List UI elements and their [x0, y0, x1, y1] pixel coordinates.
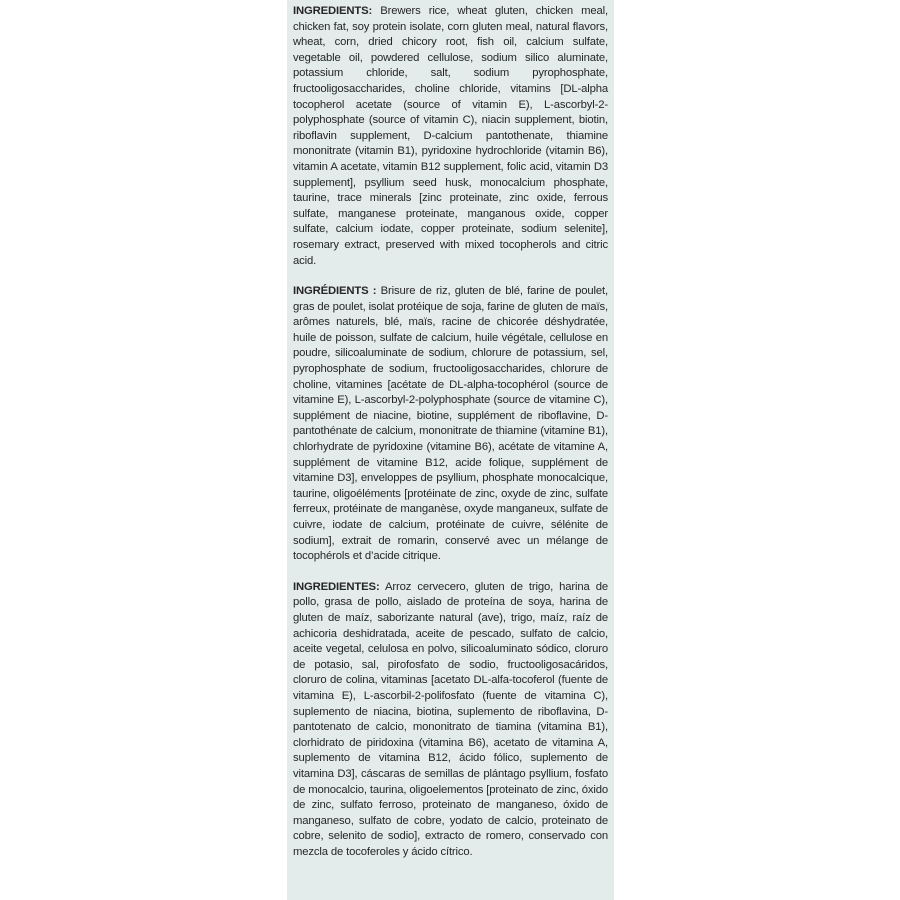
- ingredients-spanish: [293, 580, 608, 861]
- ingredients-english: [293, 4, 608, 269]
- ingredients-english-heading: INGREDIENTS:: [293, 5, 373, 17]
- ingredients-panel: [287, 0, 614, 900]
- ingredients-french: [293, 284, 608, 565]
- ingredients-french-heading: INGRÉDIENTS :: [293, 285, 377, 298]
- ingredients-french-text: Brisure de riz, gluten de blé, farine de poulet, gras de poulet, isolat protéique de soja, farine de gluten de maïs, arômes naturels, blé, maïs, racine de chicorée déshydratée, huile de poisson, sulfate de calcium, huile végétale, cellulose en poudre, silicoaluminate de sodium, chlorure de potassium, sel, pyrophosphate de sodium, fructooligosaccharides, chlorure de choline, vitamines [acétate de DL-alpha-tocophérol (source de vitamine E), L-ascorbyl-2-polyphosphate (source de vitamine C), supplément de niacine, biotine, supplément de riboflavine, D-pantothénate de calcium, mononitrate de thiamine (vitamine B1), chlorhydrate de pyridoxine (vitamine B6), acétate de vitamine A, supplément de vitamine B12, acide folique, supplément de vitamine D3], enveloppes de psyllium, phosphate monocalcique, taurine, oligoéléments [protéinate de zinc, oxyde de zinc, sulfate ferreux, protéinate de manganèse, oxyde manganeux, sulfate de cuivre, iodate de calcium, protéinate de cuivre, sélénite de sodium], extrait de romarin, conservé avec un mélange de tocophérols et d’acide citrique.: [293, 285, 609, 563]
- ingredients-spanish-text: Arroz cervecero, gluten de trigo, harina de pollo, grasa de pollo, aislado de proteína de soya, harina de gluten de maíz, saborizante natural (ave), trigo, maíz, raíz de achicoria deshidratada, aceite de pescado, sulfato de calcio, aceite vegetal, celulosa en polvo, silicoaluminato sódico, cloruro de potasio, sal, pirofosfato de sodio, fructooligosacáridos, cloruro de colina, vitaminas [acetato DL-alfa-tocoferol (fuente de vitamina E), L-ascorbil-2-polifosfato (fuente de vitamina C), suplemento de niacina, biotina, suplemento de riboflavina, D-pantotenato de calcio, mononitrato de tiamina (vitamina B1), clorhidrato de piridoxina (vitamina B6), acetato de vitamina A, suplemento de vitamina B12, ácido fólico, suplemento de vitamina D3], cáscaras de semillas de plántago psyllium, fosfato de monocalcio, taurina, oligoelementos [proteinato de zinc, óxido de zinc, sulfato ferroso, proteinato de manganeso, óxido de manganeso, sulfato de cobre, yodato de calcio, proteinato de cobre, selenito de sodio], extracto de romero, conservado con mezcla de tocoferoles y ácido cítrico.: [293, 580, 608, 858]
- ingredients-spanish-heading: INGREDIENTES:: [293, 580, 380, 593]
- ingredients-english-text: Brewers rice, wheat gluten, chicken meal, chicken fat, soy protein isolate, corn gluten meal, natural flavors, wheat, corn, dried chicory root, fish oil, calcium sulfate, vegetable oil, powdered cellulose, sodium silico aluminate, potassium chloride, salt, sodium pyrophosphate, fructooligosaccharides, choline chloride, vitamins [DL-alpha tocopherol acetate (source of vitamin E), L-ascorbyl-2-polyphosphate (source of vitamin C), niacin supplement, biotin, riboflavin supplement, D-calcium pantothenate, thiamine mononitrate (vitamin B1), pyridoxine hydrochloride (vitamin B6), vitamin A acetate, vitamin B12 supplement, folic acid, vitamin D3 supplement], psyllium seed husk, monocalcium phosphate, taurine, trace minerals [zinc proteinate, zinc oxide, ferrous sulfate, manganese proteinate, manganous oxide, copper sulfate, calcium iodate, copper proteinate, sodium selenite], rosemary extract, preserved with mixed tocopherols and citric acid.: [293, 5, 608, 267]
